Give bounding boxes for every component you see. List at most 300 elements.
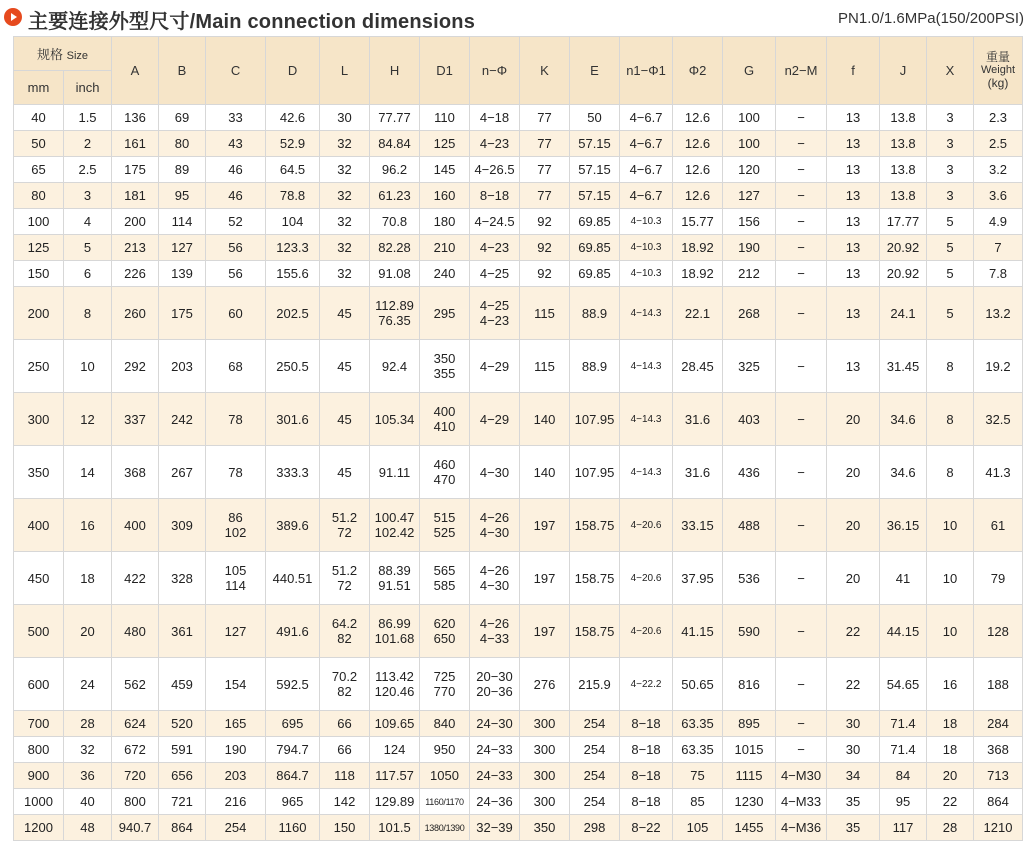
cell-c: 46 <box>206 157 266 183</box>
cell-n2m: − <box>776 658 827 711</box>
cell-j: 13.8 <box>880 183 927 209</box>
cell-phi2: 41.15 <box>673 605 723 658</box>
cell-nphi: 4−30 <box>470 446 520 499</box>
cell-c: 203 <box>206 763 266 789</box>
cell-phi2: 12.6 <box>673 157 723 183</box>
cell-mm: 450 <box>14 552 64 605</box>
cell-w: 3.2 <box>974 157 1023 183</box>
cell-f: 13 <box>827 131 880 157</box>
cell-n1: 4−6.7 <box>620 183 673 209</box>
cell-mm: 1000 <box>14 789 64 815</box>
cell-a: 213 <box>112 235 159 261</box>
cell-line: 76.35 <box>378 313 411 328</box>
cell-g: 536 <box>723 552 776 605</box>
cell-phi2: 18.92 <box>673 261 723 287</box>
cell-a: 562 <box>112 658 159 711</box>
cell-x: 3 <box>927 157 974 183</box>
cell-d1: 210 <box>420 235 470 261</box>
cell-l: 45 <box>320 340 370 393</box>
cell-d1: 950 <box>420 737 470 763</box>
cell-a: 368 <box>112 446 159 499</box>
cell-line: 86.99 <box>378 616 411 631</box>
cell-w: 13.2 <box>974 287 1023 340</box>
cell-n2m: 4−M30 <box>776 763 827 789</box>
title-bar <box>4 4 1034 32</box>
cell-mm: 700 <box>14 711 64 737</box>
cell-g: 100 <box>723 131 776 157</box>
cell-d1: 180 <box>420 209 470 235</box>
table-row <box>14 446 1023 499</box>
cell-h: 91.11 <box>370 446 420 499</box>
table-row <box>14 209 1023 235</box>
cell-nphi: 4−29 <box>470 340 520 393</box>
cell-x: 3 <box>927 183 974 209</box>
cell-h: 124 <box>370 737 420 763</box>
cell-l: 45 <box>320 446 370 499</box>
cell-c: 52 <box>206 209 266 235</box>
cell-d: 52.9 <box>266 131 320 157</box>
cell-d: 794.7 <box>266 737 320 763</box>
cell-k: 115 <box>520 287 570 340</box>
weight-header: 重量 Weight (kg) <box>974 37 1023 105</box>
cell-g: 403 <box>723 393 776 446</box>
cell-g: 436 <box>723 446 776 499</box>
cell-f: 34 <box>827 763 880 789</box>
cell-line: 101.68 <box>374 631 415 646</box>
col-header: E <box>570 37 620 105</box>
cell-c: 43 <box>206 131 266 157</box>
cell-e: 88.9 <box>570 340 620 393</box>
cell-inch: 24 <box>64 658 112 711</box>
cell-w: 41.3 <box>974 446 1023 499</box>
table-row <box>14 157 1023 183</box>
cell-b: 267 <box>159 446 206 499</box>
cell-h: 70.8 <box>370 209 420 235</box>
cell-k: 197 <box>520 499 570 552</box>
cell-j: 20.92 <box>880 261 927 287</box>
cell-e: 107.95 <box>570 446 620 499</box>
cell-j: 36.15 <box>880 499 927 552</box>
cell-a: 422 <box>112 552 159 605</box>
cell-inch: 36 <box>64 763 112 789</box>
cell-n2m: − <box>776 340 827 393</box>
cell-k: 300 <box>520 737 570 763</box>
cell-d: 864.7 <box>266 763 320 789</box>
cell-w: 32.5 <box>974 393 1023 446</box>
cell-l <box>320 499 370 552</box>
cell-l: 32 <box>320 157 370 183</box>
cell-f: 13 <box>827 340 880 393</box>
cell-b: 89 <box>159 157 206 183</box>
table-row <box>14 815 1023 841</box>
cell-phi2: 33.15 <box>673 499 723 552</box>
cell-nphi <box>470 552 520 605</box>
cell-d: 64.5 <box>266 157 320 183</box>
cell-n1: 4−10.3 <box>620 209 673 235</box>
cell-line: 4−33 <box>479 631 510 646</box>
cell-line: 620 <box>433 616 456 631</box>
cell-g: 325 <box>723 340 776 393</box>
cell-l: 32 <box>320 209 370 235</box>
cell-g: 1115 <box>723 763 776 789</box>
cell-nphi: 8−18 <box>470 183 520 209</box>
cell-j: 44.15 <box>880 605 927 658</box>
cell-c: 127 <box>206 605 266 658</box>
cell-n2m: − <box>776 209 827 235</box>
cell-f: 35 <box>827 815 880 841</box>
cell-x: 5 <box>927 287 974 340</box>
cell-phi2: 28.45 <box>673 340 723 393</box>
cell-n1: 4−10.3 <box>620 235 673 261</box>
cell-x: 18 <box>927 737 974 763</box>
cell-e: 254 <box>570 737 620 763</box>
cell-j: 34.6 <box>880 393 927 446</box>
cell-e: 298 <box>570 815 620 841</box>
cell-mm: 300 <box>14 393 64 446</box>
cell-n1: 4−22.2 <box>620 658 673 711</box>
cell-n2m: 4−M36 <box>776 815 827 841</box>
cell-e: 57.15 <box>570 157 620 183</box>
col-header: B <box>159 37 206 105</box>
cell-nphi <box>470 287 520 340</box>
cell-g: 1015 <box>723 737 776 763</box>
cell-f: 20 <box>827 552 880 605</box>
cell-f: 13 <box>827 157 880 183</box>
cell-line: 355 <box>433 366 456 381</box>
page-title: 主要连接外型尺寸/Main connection dimensions <box>28 11 476 33</box>
cell-w: 368 <box>974 737 1023 763</box>
cell-line: 64.2 <box>331 616 358 631</box>
cell-w: 713 <box>974 763 1023 789</box>
cell-line: 4−25 <box>479 298 510 313</box>
cell-n1: 4−6.7 <box>620 105 673 131</box>
cell-inch: 32 <box>64 737 112 763</box>
cell-nphi <box>470 658 520 711</box>
cell-j: 13.8 <box>880 157 927 183</box>
cell-line: 112.89 <box>375 298 414 313</box>
cell-phi2: 31.6 <box>673 393 723 446</box>
cell-n2m: − <box>776 235 827 261</box>
table-row <box>14 105 1023 131</box>
cell-mm: 65 <box>14 157 64 183</box>
col-header: H <box>370 37 420 105</box>
cell-a: 226 <box>112 261 159 287</box>
cell-phi2: 50.65 <box>673 658 723 711</box>
col-header: C <box>206 37 266 105</box>
cell-n1: 4−20.6 <box>620 605 673 658</box>
cell-a: 260 <box>112 287 159 340</box>
cell-b: 656 <box>159 763 206 789</box>
col-header: f <box>827 37 880 105</box>
cell-g: 127 <box>723 183 776 209</box>
cell-line: 113.42 <box>375 669 414 684</box>
cell-e: 69.85 <box>570 235 620 261</box>
table-row <box>14 183 1023 209</box>
cell-n1: 8−18 <box>620 789 673 815</box>
cell-k: 140 <box>520 446 570 499</box>
cell-e: 88.9 <box>570 287 620 340</box>
cell-line: 4−26 <box>479 510 510 525</box>
cell-a: 480 <box>112 605 159 658</box>
cell-l <box>320 605 370 658</box>
cell-x: 10 <box>927 499 974 552</box>
cell-nphi: 24−36 <box>470 789 520 815</box>
cell-c: 33 <box>206 105 266 131</box>
cell-w: 128 <box>974 605 1023 658</box>
cell-line: 51.2 <box>331 510 358 525</box>
col-header: Φ2 <box>673 37 723 105</box>
table-row <box>14 605 1023 658</box>
cell-n1: 4−14.3 <box>620 446 673 499</box>
cell-k: 197 <box>520 552 570 605</box>
cell-nphi: 4−26.5 <box>470 157 520 183</box>
cell-w: 188 <box>974 658 1023 711</box>
cell-b: 175 <box>159 287 206 340</box>
col-header: X <box>927 37 974 105</box>
cell-line: 86 <box>228 510 243 525</box>
cell-d: 333.3 <box>266 446 320 499</box>
table-row <box>14 131 1023 157</box>
cell-mm: 200 <box>14 287 64 340</box>
cell-e: 158.75 <box>570 552 620 605</box>
col-header: A <box>112 37 159 105</box>
cell-f: 13 <box>827 209 880 235</box>
col-header: L <box>320 37 370 105</box>
cell-n1: 4−14.3 <box>620 340 673 393</box>
cell-g: 268 <box>723 287 776 340</box>
cell-j: 71.4 <box>880 737 927 763</box>
cell-line: 350 <box>433 351 456 366</box>
cell-a: 720 <box>112 763 159 789</box>
cell-j: 84 <box>880 763 927 789</box>
cell-w: 19.2 <box>974 340 1023 393</box>
cell-w: 61 <box>974 499 1023 552</box>
cell-line: 51.2 <box>331 563 358 578</box>
cell-c: 254 <box>206 815 266 841</box>
cell-x: 10 <box>927 552 974 605</box>
cell-j: 41 <box>880 552 927 605</box>
cell-f: 35 <box>827 789 880 815</box>
cell-j: 24.1 <box>880 287 927 340</box>
cell-mm: 40 <box>14 105 64 131</box>
table-row <box>14 737 1023 763</box>
cell-mm: 800 <box>14 737 64 763</box>
cell-mm: 500 <box>14 605 64 658</box>
cell-l: 66 <box>320 711 370 737</box>
cell-c: 190 <box>206 737 266 763</box>
cell-d: 1160 <box>266 815 320 841</box>
cell-line: 4−26 <box>479 616 510 631</box>
cell-n2m: − <box>776 605 827 658</box>
cell-d1 <box>420 658 470 711</box>
cell-inch: 8 <box>64 287 112 340</box>
cell-line: 102.42 <box>374 525 415 540</box>
cell-b: 459 <box>159 658 206 711</box>
cell-n2m: − <box>776 446 827 499</box>
cell-f: 13 <box>827 235 880 261</box>
cell-k: 300 <box>520 711 570 737</box>
cell-b: 328 <box>159 552 206 605</box>
col-header: D <box>266 37 320 105</box>
cell-mm: 350 <box>14 446 64 499</box>
table-body <box>14 105 1023 841</box>
cell-phi2: 63.35 <box>673 711 723 737</box>
cell-c: 78 <box>206 446 266 499</box>
cell-line: 82 <box>337 684 352 699</box>
cell-b: 591 <box>159 737 206 763</box>
cell-line: 460 <box>433 457 456 472</box>
cell-inch: 4 <box>64 209 112 235</box>
cell-f: 30 <box>827 711 880 737</box>
table-row <box>14 235 1023 261</box>
cell-w: 4.9 <box>974 209 1023 235</box>
cell-inch: 18 <box>64 552 112 605</box>
cell-x: 3 <box>927 105 974 131</box>
cell-phi2: 31.6 <box>673 446 723 499</box>
col-header: D1 <box>420 37 470 105</box>
cell-phi2: 22.1 <box>673 287 723 340</box>
cell-k: 197 <box>520 605 570 658</box>
cell-c: 60 <box>206 287 266 340</box>
cell-x: 22 <box>927 789 974 815</box>
cell-a: 292 <box>112 340 159 393</box>
cell-j: 20.92 <box>880 235 927 261</box>
cell-line: 770 <box>433 684 456 699</box>
cell-c <box>206 552 266 605</box>
cell-k: 140 <box>520 393 570 446</box>
cell-h: 109.65 <box>370 711 420 737</box>
cell-x: 16 <box>927 658 974 711</box>
cell-mm: 80 <box>14 183 64 209</box>
cell-mm: 400 <box>14 499 64 552</box>
cell-l: 142 <box>320 789 370 815</box>
cell-n2m: − <box>776 183 827 209</box>
cell-d1 <box>420 605 470 658</box>
cell-f: 13 <box>827 183 880 209</box>
cell-x: 18 <box>927 711 974 737</box>
cell-g: 100 <box>723 105 776 131</box>
cell-nphi: 4−25 <box>470 261 520 287</box>
cell-g: 590 <box>723 605 776 658</box>
cell-g: 1230 <box>723 789 776 815</box>
cell-n2m: − <box>776 737 827 763</box>
cell-nphi: 4−23 <box>470 235 520 261</box>
cell-b: 69 <box>159 105 206 131</box>
size-header: 规格 Size <box>14 37 112 71</box>
cell-a: 175 <box>112 157 159 183</box>
cell-nphi: 24−33 <box>470 763 520 789</box>
cell-d: 440.51 <box>266 552 320 605</box>
cell-n1: 8−18 <box>620 763 673 789</box>
table-row <box>14 552 1023 605</box>
col-header: G <box>723 37 776 105</box>
cell-f: 20 <box>827 446 880 499</box>
cell-line: 410 <box>433 419 456 434</box>
cell-w: 7.8 <box>974 261 1023 287</box>
play-arrow-icon <box>4 8 22 26</box>
cell-e: 254 <box>570 763 620 789</box>
cell-inch: 10 <box>64 340 112 393</box>
cell-j: 31.45 <box>880 340 927 393</box>
cell-d1 <box>420 552 470 605</box>
table-row <box>14 711 1023 737</box>
cell-mm: 50 <box>14 131 64 157</box>
cell-d: 250.5 <box>266 340 320 393</box>
cell-mm: 900 <box>14 763 64 789</box>
cell-w: 79 <box>974 552 1023 605</box>
cell-phi2: 85 <box>673 789 723 815</box>
cell-line: 72 <box>337 525 352 540</box>
cell-a: 672 <box>112 737 159 763</box>
cell-phi2: 18.92 <box>673 235 723 261</box>
cell-l <box>320 658 370 711</box>
col-header: n−Φ <box>470 37 520 105</box>
cell-w: 864 <box>974 789 1023 815</box>
cell-b: 309 <box>159 499 206 552</box>
cell-d: 104 <box>266 209 320 235</box>
cell-line: 91.51 <box>378 578 411 593</box>
cell-line: 515 <box>433 510 456 525</box>
table-row <box>14 261 1023 287</box>
cell-b: 127 <box>159 235 206 261</box>
cell-x: 8 <box>927 446 974 499</box>
cell-nphi: 24−33 <box>470 737 520 763</box>
cell-nphi: 4−23 <box>470 131 520 157</box>
cell-x: 8 <box>927 340 974 393</box>
cell-j: 95 <box>880 789 927 815</box>
cell-l: 30 <box>320 105 370 131</box>
cell-a: 136 <box>112 105 159 131</box>
cell-d1: 160 <box>420 183 470 209</box>
cell-d: 965 <box>266 789 320 815</box>
cell-w: 1210 <box>974 815 1023 841</box>
cell-c: 165 <box>206 711 266 737</box>
cell-line: 650 <box>433 631 456 646</box>
cell-e: 158.75 <box>570 605 620 658</box>
cell-e: 254 <box>570 789 620 815</box>
cell-j: 13.8 <box>880 105 927 131</box>
cell-a: 200 <box>112 209 159 235</box>
cell-n2m: − <box>776 499 827 552</box>
cell-b: 520 <box>159 711 206 737</box>
cell-k: 350 <box>520 815 570 841</box>
cell-line: 4−26 <box>479 563 510 578</box>
cell-n2m: − <box>776 131 827 157</box>
cell-j: 54.65 <box>880 658 927 711</box>
cell-n1: 8−22 <box>620 815 673 841</box>
cell-w: 284 <box>974 711 1023 737</box>
cell-a: 800 <box>112 789 159 815</box>
cell-j: 71.4 <box>880 711 927 737</box>
cell-n1: 4−6.7 <box>620 131 673 157</box>
cell-g: 488 <box>723 499 776 552</box>
cell-e: 57.15 <box>570 183 620 209</box>
cell-d1 <box>420 393 470 446</box>
cell-line: 102 <box>224 525 247 540</box>
cell-mm: 600 <box>14 658 64 711</box>
cell-g: 895 <box>723 711 776 737</box>
cell-n1: 8−18 <box>620 737 673 763</box>
cell-line: 20−30 <box>476 669 513 684</box>
cell-nphi: 4−18 <box>470 105 520 131</box>
cell-d1 <box>420 499 470 552</box>
cell-b: 114 <box>159 209 206 235</box>
cell-g: 190 <box>723 235 776 261</box>
cell-j: 34.6 <box>880 446 927 499</box>
col-header: K <box>520 37 570 105</box>
cell-j: 13.8 <box>880 131 927 157</box>
cell-h <box>370 658 420 711</box>
